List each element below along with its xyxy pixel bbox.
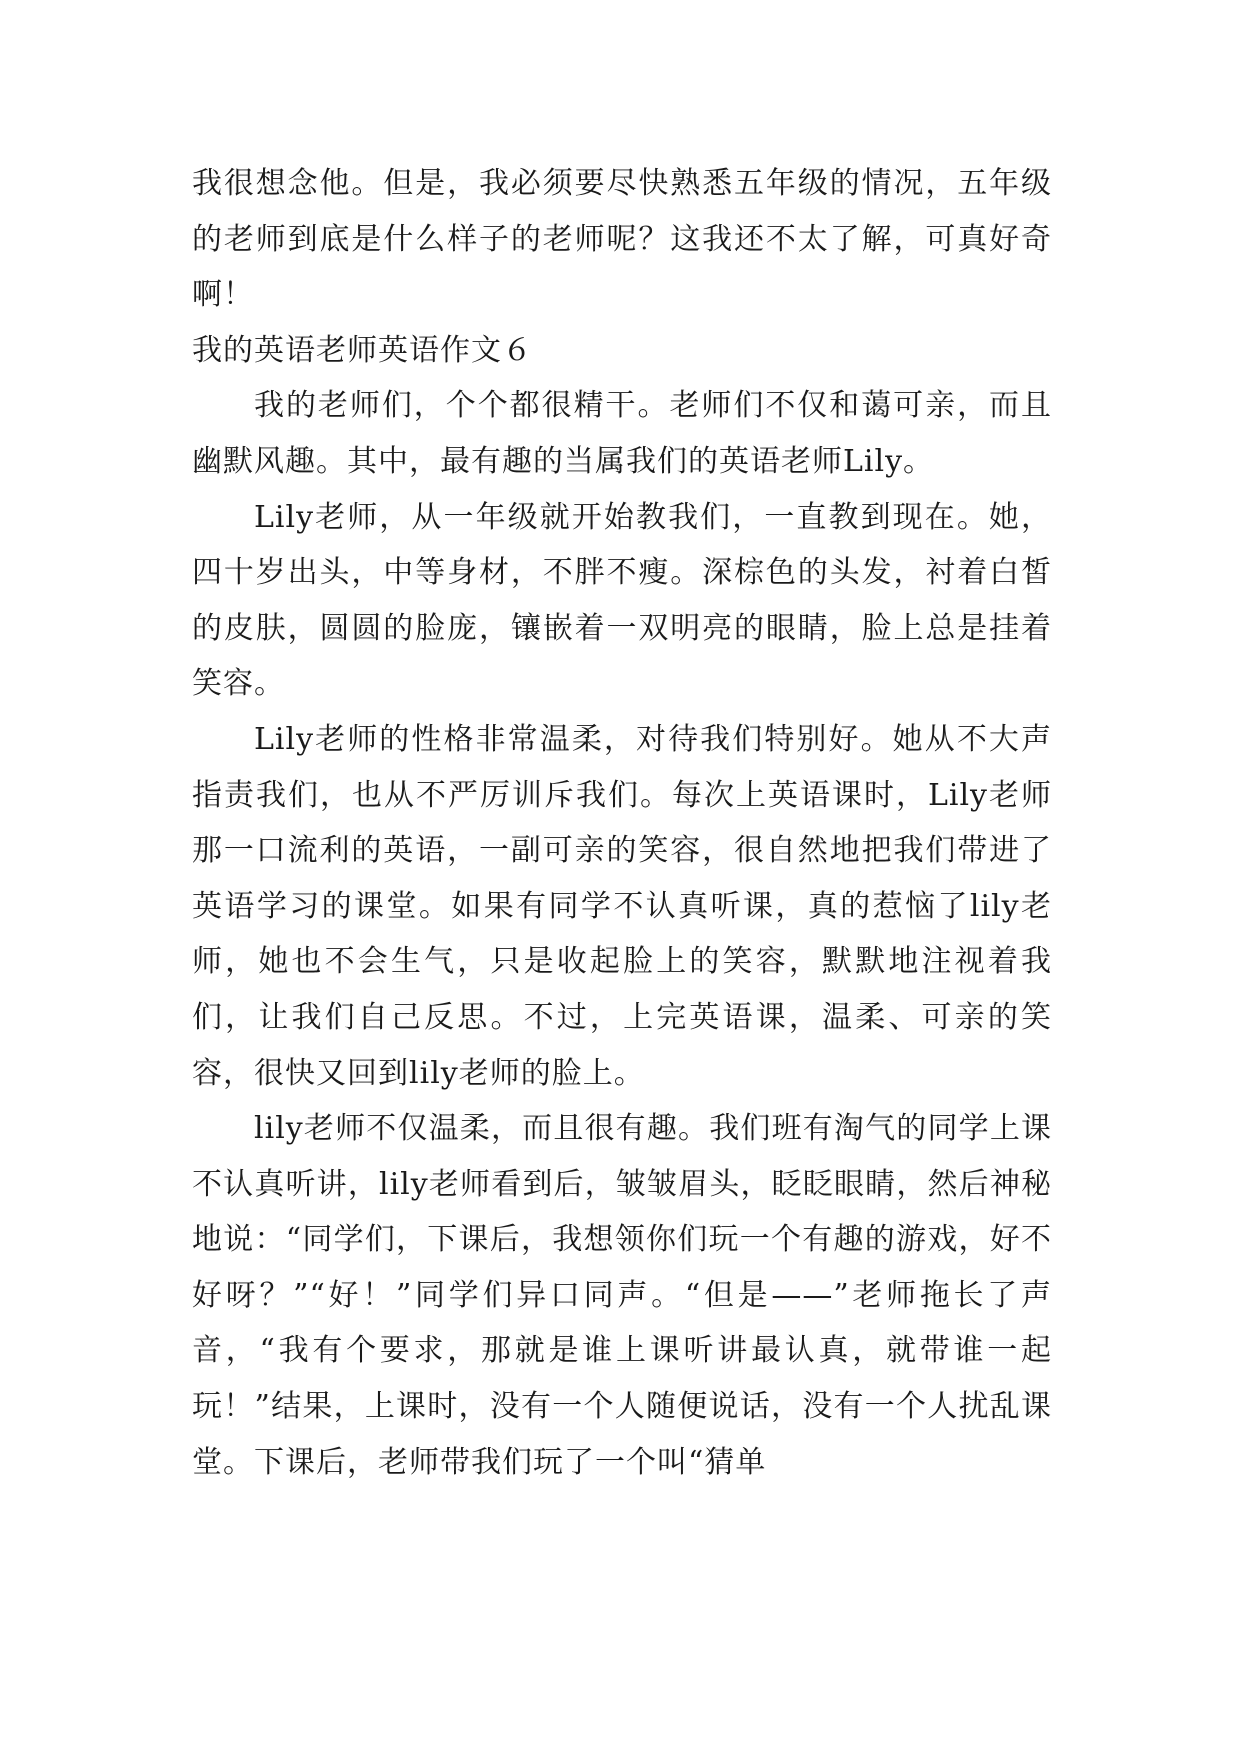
- paragraph-appearance: Lily老师，从一年级就开始教我们，一直教到现在。她，四十岁出头，中等身材，不胖不瘦。深棕色的头发，衬着白皙的皮肤，圆圆的脸庞，镶嵌着一双明亮的眼睛，脸上总是挂着笑容。: [192, 499, 1052, 702]
- section-title: 我的英语老师英语作文６: [192, 332, 533, 368]
- paragraph-personality: Lily老师的性格非常温柔，对待我们特别好。她从不大声指责我们，也从不严厉训斥我们。每次上英语课时，Lily老师那一口流利的英语，一副可亲的笑容，很自然地把我们带进了英语学习的课堂。如果有同学不认真听课，真的惹恼了lily老师，她也不会生气，只是收起脸上的笑容，默默地注视着我们，让我们自己反思。不过，上完英语课，温柔、可亲的笑容，很快又回到lily老师的脸上。: [192, 721, 1052, 1091]
- paragraph-continuation: 我很想念他。但是，我必须要尽快熟悉五年级的情况，五年级的老师到底是什么样子的老师呢？这我还不太了解，可真好奇啊！: [192, 166, 1052, 313]
- paragraph-fun: lily老师不仅温柔，而且很有趣。我们班有淘气的同学上课不认真听讲，lily老师看到后，皱皱眉头，眨眨眼睛，然后神秘地说：“同学们，下课后，我想领你们玩一个有趣的游戏，好不好呀？”“好！”同学们异口同声。“但是——”老师拖长了声音，“我有个要求，那就是谁上课听讲最认真，就带谁一起玩！”结果，上课时，没有一个人随便说话，没有一个人扰乱课堂。下课后，老师带我们玩了一个叫“猜单: [192, 1111, 1052, 1480]
- document-page: [192, 156, 1052, 1490]
- paragraph-intro: 我的老师们，个个都很精干。老师们不仅和蔼可亲，而且幽默风趣。其中，最有趣的当属我们的英语老师Lily。: [192, 388, 1052, 479]
